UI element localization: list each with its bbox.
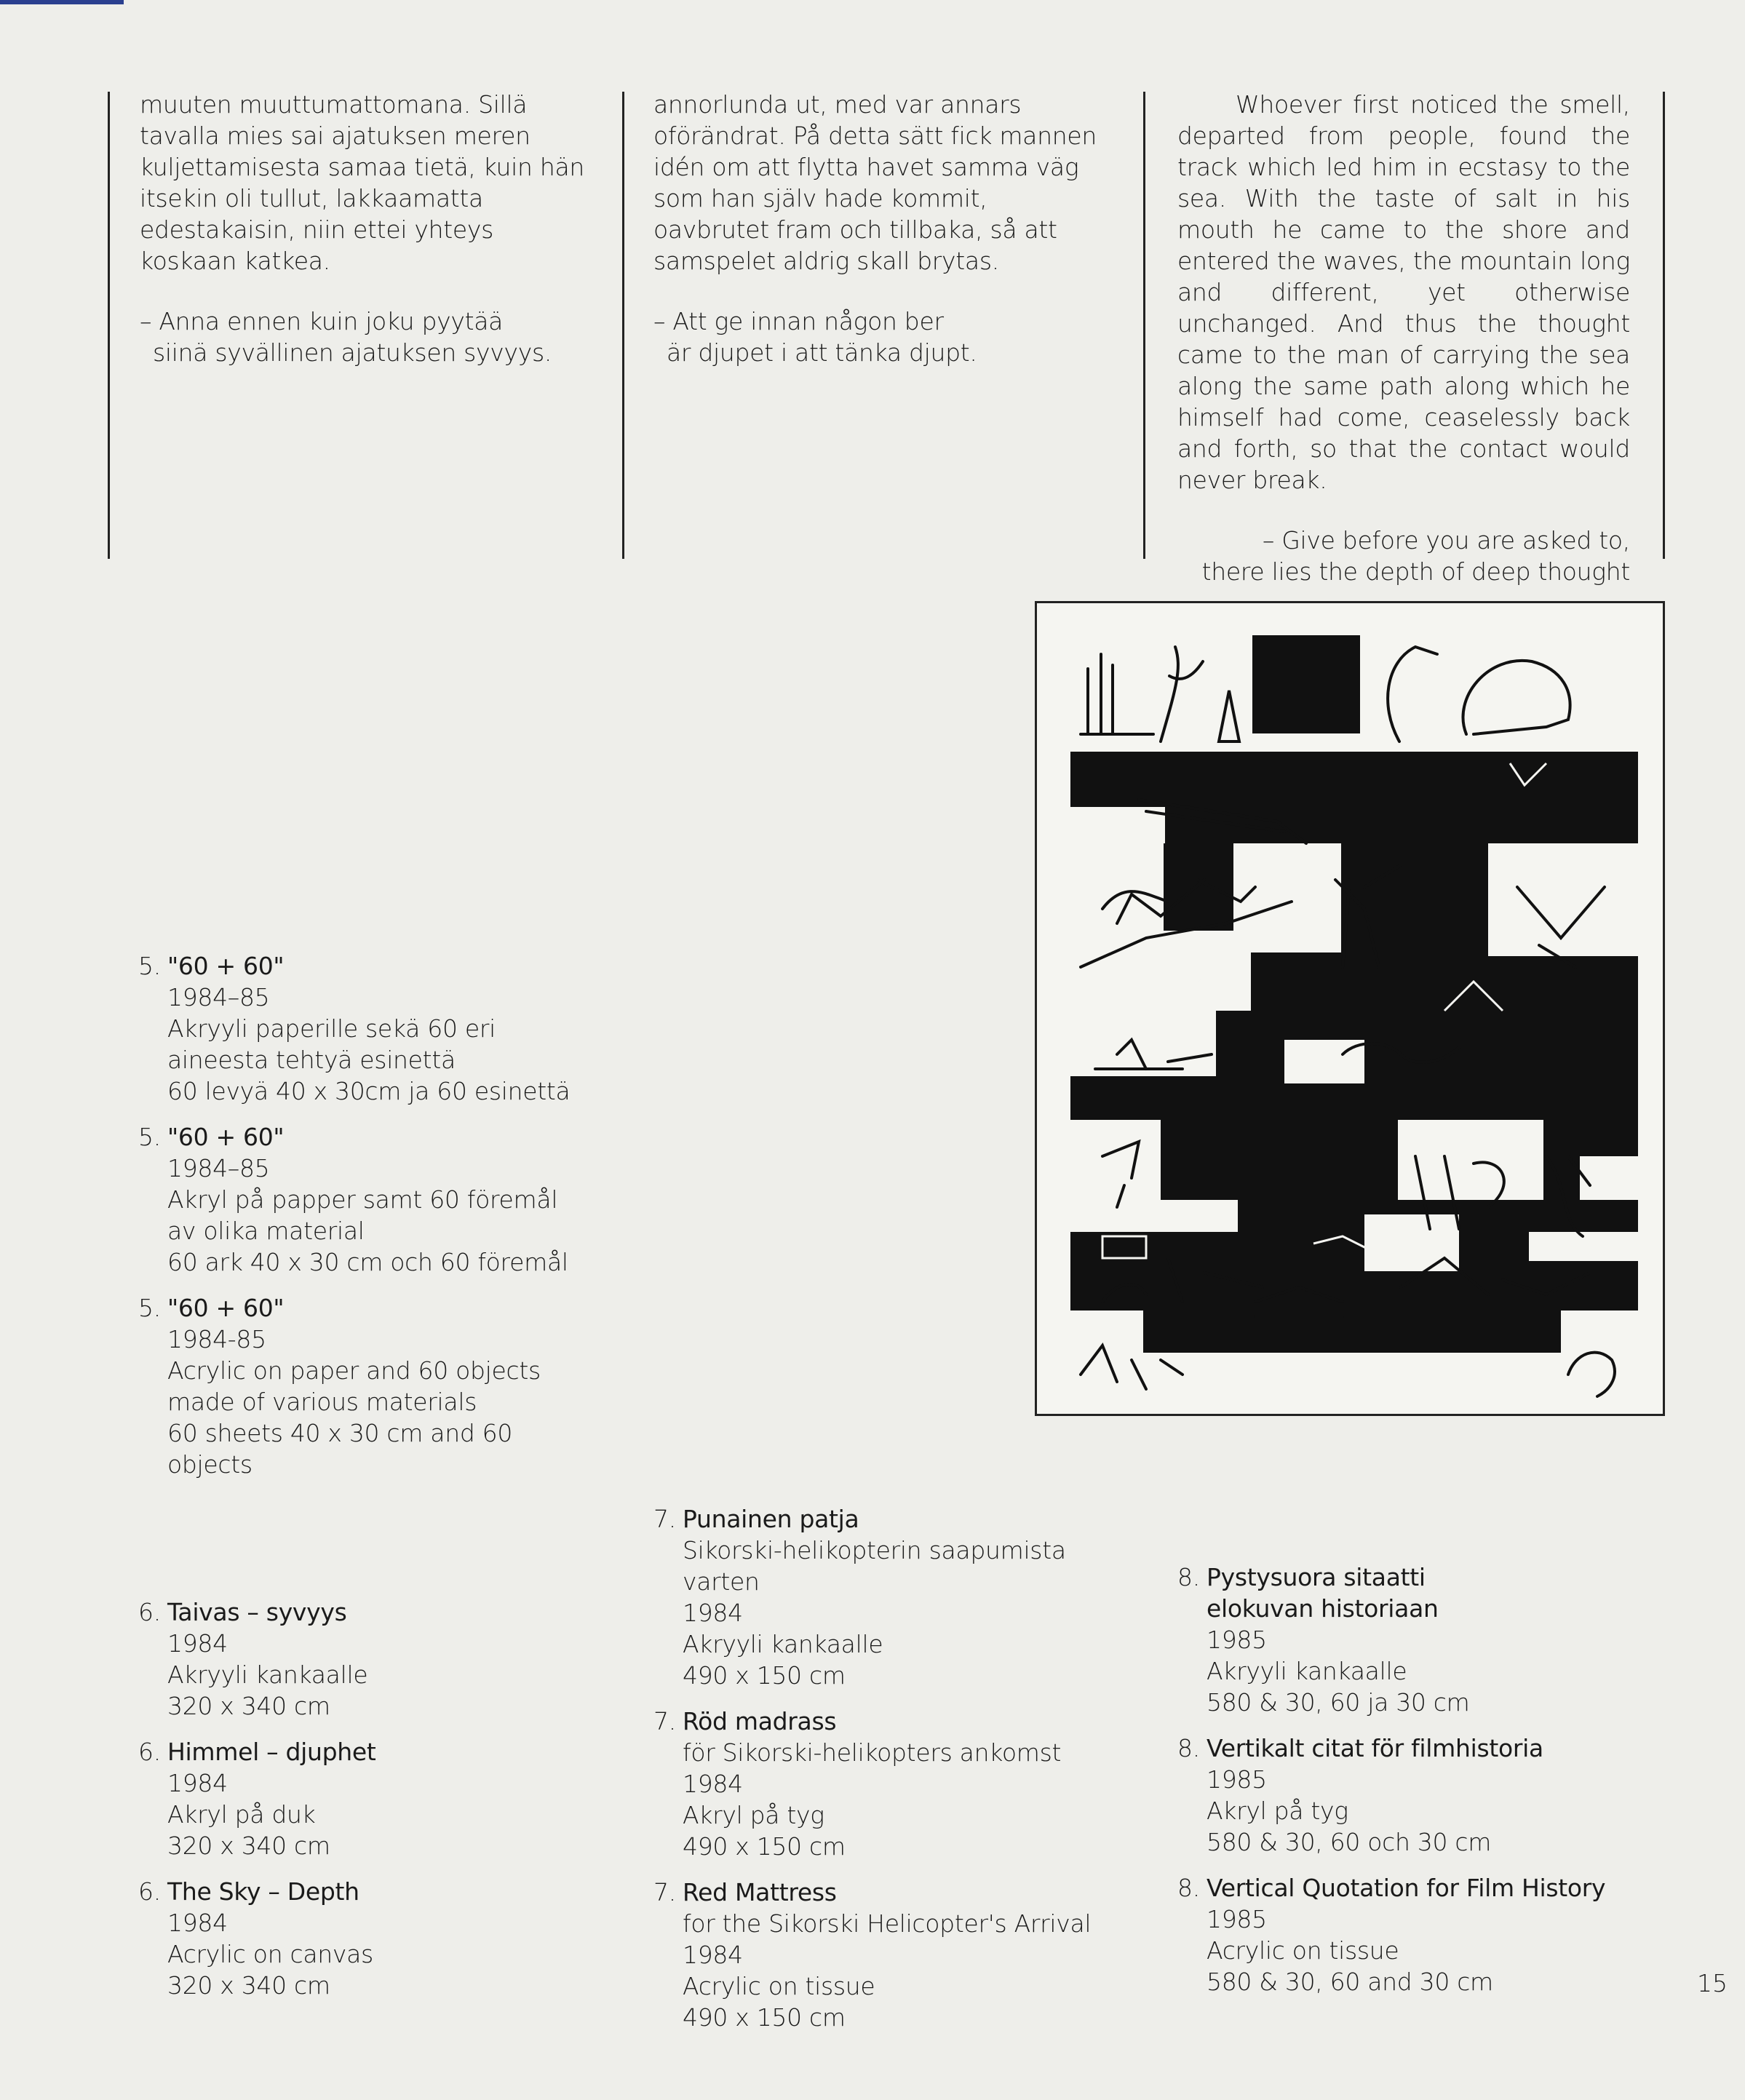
entry-line: 490 x 150 cm [683,1661,846,1690]
entry-line: 580 & 30, 60 and 30 cm [1207,1968,1493,1996]
entry-line: 1984 [683,1941,743,1969]
entry-item-6-english [138,1876,604,2001]
entry-item-5-finnish [138,950,604,1107]
entry-line: Akryyli paperille sekä 60 eri [167,1014,496,1043]
artwork-drawing [1037,603,1663,1414]
entry-line: aineesta tehtyä esinettä [167,1046,456,1074]
entry-number: 5. [138,952,161,980]
entry-line: 1984 [683,1770,743,1798]
entry-number: 8. [1177,1734,1200,1762]
column-rule-center-left [622,92,624,559]
entry-number: 8. [1177,1874,1200,1902]
entry-line: 1985 [1207,1905,1267,1933]
entry-title: "60 + 60" [167,1123,285,1151]
entry-line: 580 & 30, 60 ja 30 cm [1207,1688,1470,1717]
entry-item-5-english [138,1292,604,1480]
entry-line: 320 x 340 cm [167,1971,330,2000]
entry-group-item-5 [138,950,604,1495]
entry-line: Sikorski-helikopterin saapumista varten [683,1536,1066,1596]
entry-title: Red Mattress [683,1878,837,1906]
entry-group-item-6 [138,1596,604,2016]
entry-number: 6. [138,1877,161,1906]
entry-number: 8. [1177,1563,1200,1591]
finnish-motto-line-2: siinä syvällinen ajatuksen syvyys. [153,338,552,367]
entry-line: 1984-85 [167,1325,266,1353]
entry-line: Akryyli kankaalle [1207,1657,1407,1685]
entry-item-5-swedish [138,1121,604,1278]
finnish-motto [140,306,585,368]
finnish-body: muuten muuttumattomana. Sillä tavalla mies sai ajatuksen meren kuljettamisesta samaa tietä, kuin hän itsekin oli tullut, lakkaamatta edestakaisin, niin ettei yhteys koskaan katkea. [140,90,584,275]
entry-title: Vertikalt citat för filmhistoria [1207,1734,1543,1762]
swedish-body: annorlunda ut, med var annars oförändrat. På detta sätt fick mannen idén om att flytta havet samma väg som han själv hade kommit, oavbrutet fram och tillbaka, så att samspelet aldrig skall brytas. [653,90,1097,275]
swedish-motto-line-2: är djupet i att tänka djupt. [667,338,977,367]
column-rule-center-right [1143,92,1145,559]
entry-title: "60 + 60" [167,1294,285,1322]
entry-item-6-finnish [138,1596,604,1722]
entry-title: "60 + 60" [167,952,285,980]
entry-line: 1984 [167,1769,228,1797]
finnish-text-column [140,89,585,368]
entry-line: 60 levyä 40 x 30cm ja 60 esinettä [167,1077,571,1105]
entry-title: The Sky – Depth [167,1877,359,1906]
entry-line: av olika material [167,1217,365,1245]
entry-number: 7. [653,1505,676,1533]
entry-item-7-english [653,1877,1148,2033]
entry-line: 320 x 340 cm [167,1831,330,1860]
entry-line: 1985 [1207,1765,1267,1794]
entry-item-8-swedish [1177,1733,1680,1858]
entry-line: for the Sikorski Helicopter's Arrival [683,1909,1092,1938]
entry-title: Taivas – syvyys [167,1598,347,1626]
entry-line: 490 x 150 cm [683,2003,846,2032]
entry-title-continued: elokuvan historiaan [1207,1594,1439,1623]
entry-line: 1985 [1207,1626,1267,1654]
entry-line: Acrylic on paper and 60 objects [167,1356,541,1385]
entry-item-8-english [1177,1872,1680,1997]
entry-line: 490 x 150 cm [683,1832,846,1861]
english-motto [1177,525,1630,587]
entry-line: 580 & 30, 60 och 30 cm [1207,1828,1492,1856]
entry-number: 6. [138,1598,161,1626]
artwork-image-60-plus-60 [1035,601,1665,1416]
entry-item-7-swedish [653,1706,1148,1862]
entry-line: Akryl på tyg [1207,1797,1348,1825]
top-edge-bar [0,0,124,4]
swedish-motto [653,306,1108,368]
entry-item-6-swedish [138,1736,604,1861]
entry-group-item-8 [1177,1562,1680,2012]
english-text-column [1177,89,1630,587]
swedish-text-column [653,89,1108,368]
entry-item-8-finnish [1177,1562,1680,1718]
entry-number: 6. [138,1738,161,1766]
column-rule-right [1663,92,1665,559]
entry-line: Acrylic on canvas [167,1940,373,1968]
entry-line: made of various materials [167,1388,477,1416]
entry-title: Vertical Quotation for Film History [1207,1874,1606,1902]
swedish-motto-line-1: – Att ge innan någon ber [653,307,944,335]
english-body: Whoever first noticed the smell, departed from people, found the track which led him in ecstasy to the sea. With the taste of salt in his mouth he came to the shore and entered the waves, the mountain long and different, yet otherwise unchanged. And thus the thought came to the man of carrying the sea along the same path along which he himself had come, ceaselessly back and forth, so that the contact would never break. [1177,90,1630,494]
entry-line: 1984–85 [167,1154,270,1182]
entry-line: 320 x 340 cm [167,1692,330,1720]
entry-line: 60 sheets 40 x 30 cm and 60 objects [167,1419,513,1479]
entry-line: 60 ark 40 x 30 cm och 60 föremål [167,1248,568,1276]
entry-line: 1984 [167,1909,228,1937]
entry-line: 1984 [683,1599,743,1627]
column-rule-left [108,92,110,559]
entry-line: Akryyli kankaalle [167,1660,368,1689]
entry-number: 7. [653,1707,676,1735]
entry-line: 1984–85 [167,983,270,1011]
entry-title: Pystysuora sitaatti [1207,1563,1426,1591]
finnish-motto-line-1: – Anna ennen kuin joku pyytää [140,307,504,335]
entry-line: Acrylic on tissue [683,1972,875,2000]
entry-line: Akryl på papper samt 60 föremål [167,1185,558,1214]
entry-line: för Sikorski-helikopters ankomst [683,1738,1062,1767]
english-motto-line-2: there lies the depth of deep thought [1201,557,1630,586]
page-number: 15 [1697,1969,1728,1997]
entry-number: 5. [138,1294,161,1322]
entry-line: Akryl på tyg [683,1801,824,1829]
entry-line: 1984 [167,1629,228,1658]
entry-group-item-7 [653,1503,1148,2048]
entry-line: Akryl på duk [167,1800,316,1829]
english-motto-line-1: – Give before you are asked to, [1262,526,1630,554]
entry-number: 5. [138,1123,161,1151]
entry-line: Acrylic on tissue [1207,1936,1399,1965]
entry-number: 7. [653,1878,676,1906]
entry-item-7-finnish [653,1503,1148,1691]
entry-line: Akryyli kankaalle [683,1630,883,1658]
entry-title: Punainen patja [683,1505,859,1533]
entry-title: Himmel – djuphet [167,1738,376,1766]
entry-title: Röd madrass [683,1707,837,1735]
